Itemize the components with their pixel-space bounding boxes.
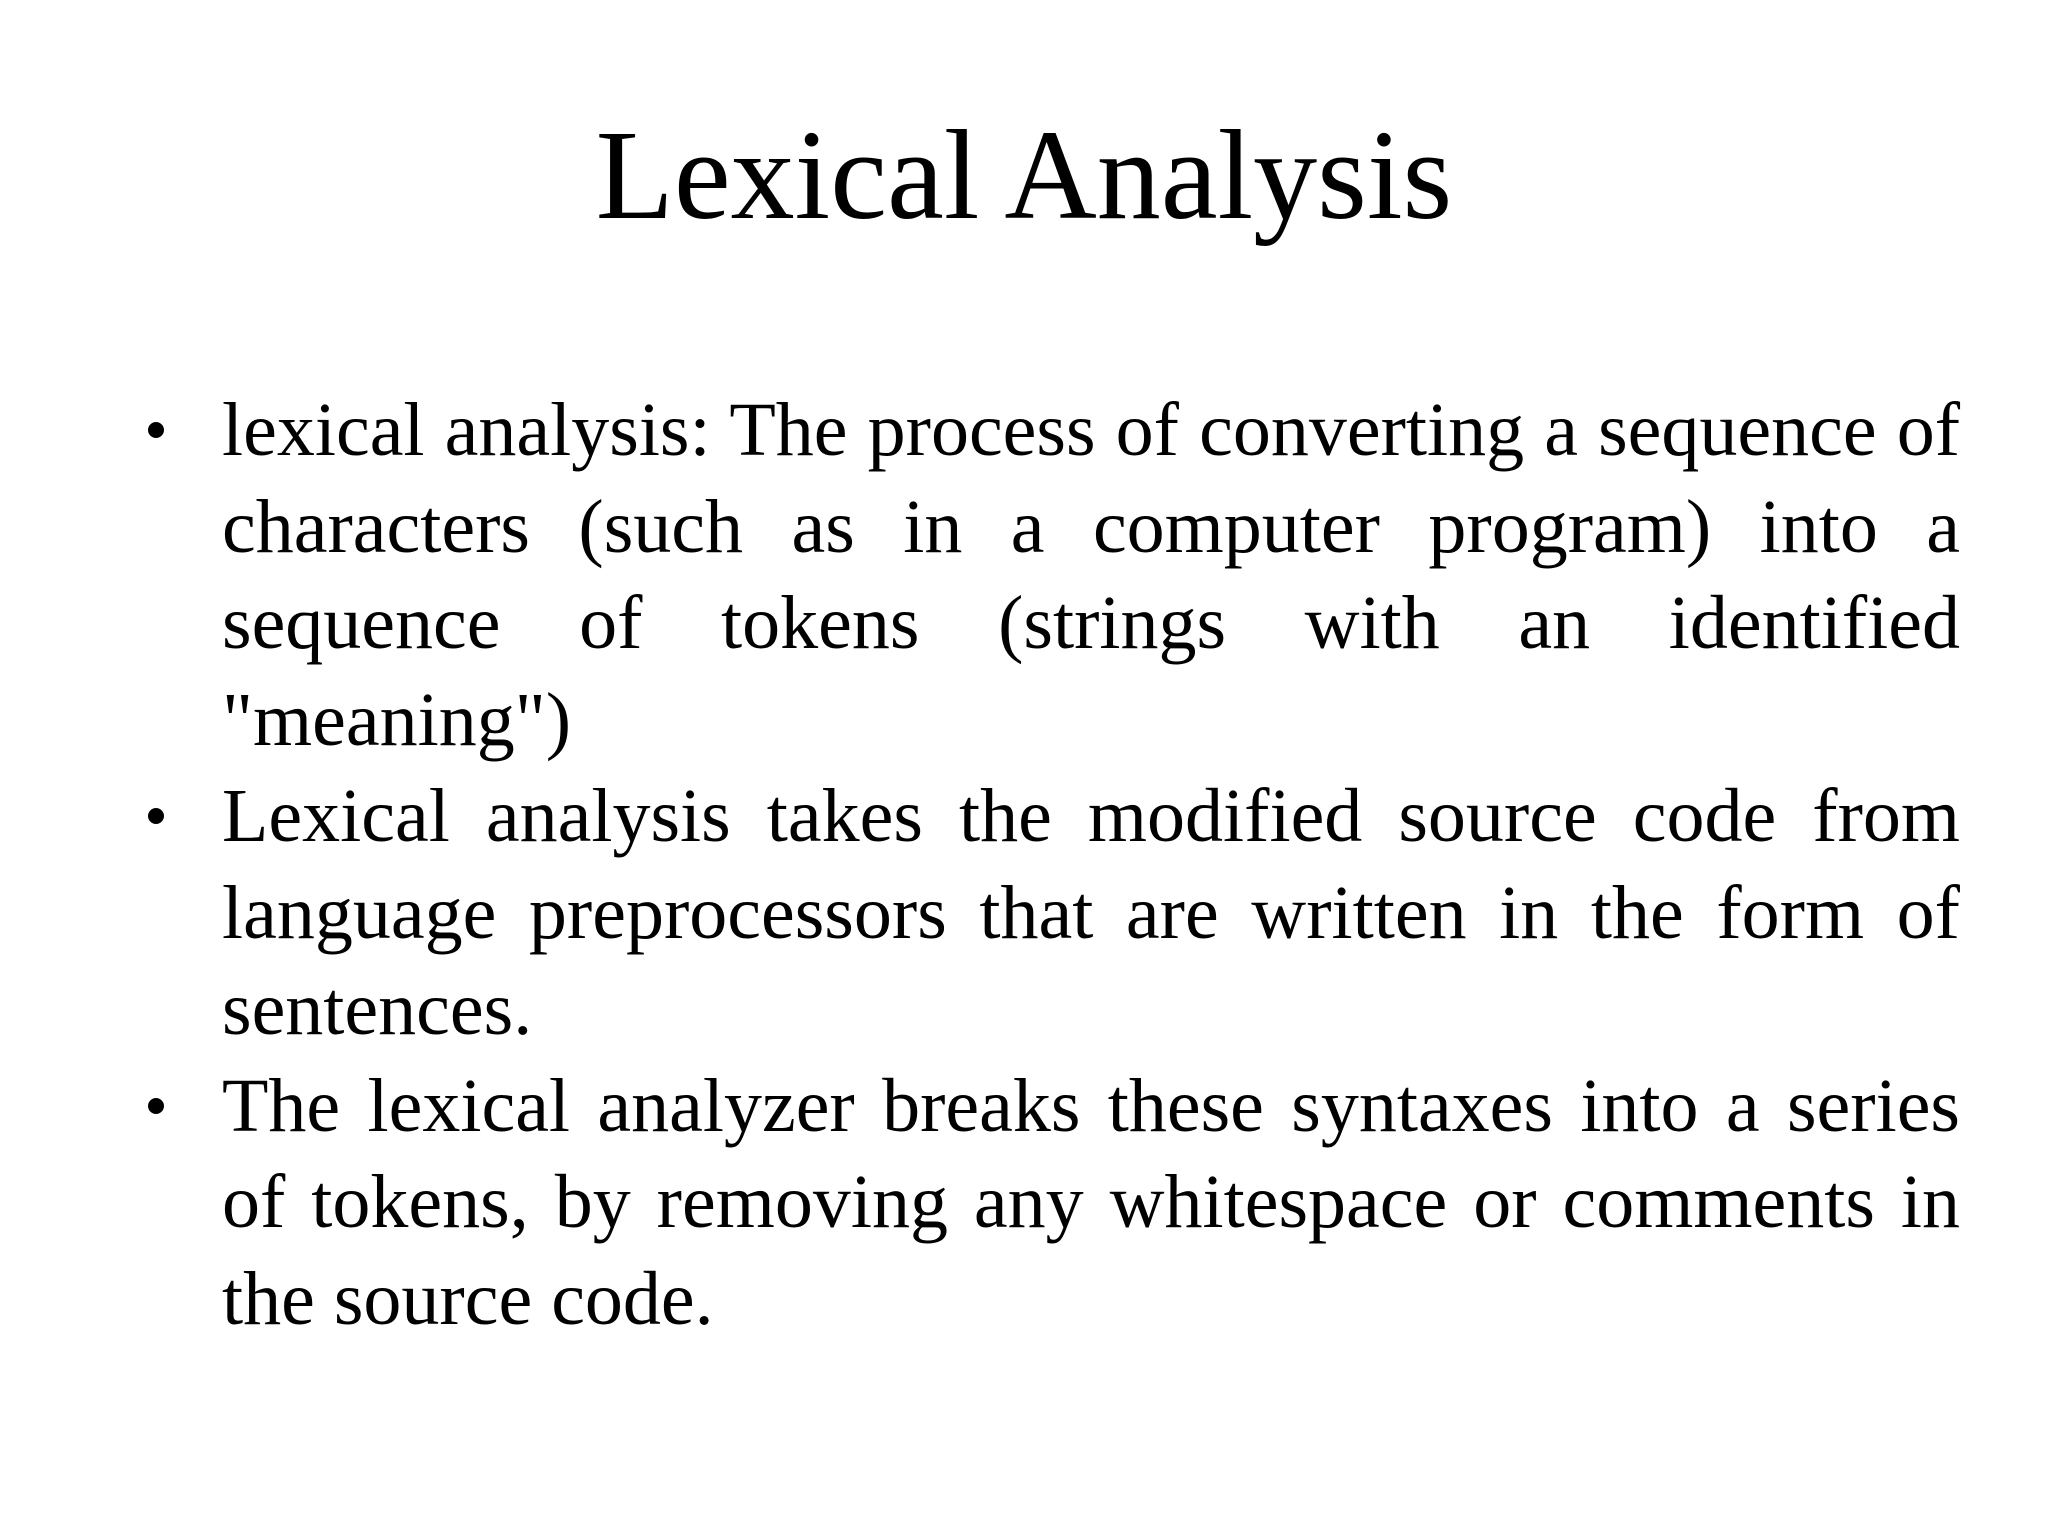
bullet-item-definition <box>140 382 1960 768</box>
bullet-text: Lexical analysis takes the modified source code from language preprocessors that are written in the form of sentences. <box>222 774 1960 1051</box>
bullet-text: The lexical analyzer breaks these syntaxes into a series of tokens, by removing any whitespace or comments in the source code. <box>222 1063 1960 1341</box>
bullet-dot-icon <box>148 422 164 438</box>
slide-title: Lexical Analysis <box>595 104 1453 246</box>
bullet-dot-icon <box>148 808 164 824</box>
bullet-text: lexical analysis: The process of converting a sequence of characters (such as in a computer program) into a sequence of tokens (strings with an identified "meaning") <box>222 388 1960 762</box>
bullet-item-input <box>140 768 1960 1058</box>
bullet-item-tokenization <box>140 1058 1960 1348</box>
bullet-list <box>140 382 1960 1347</box>
bullet-dot-icon <box>148 1098 164 1114</box>
